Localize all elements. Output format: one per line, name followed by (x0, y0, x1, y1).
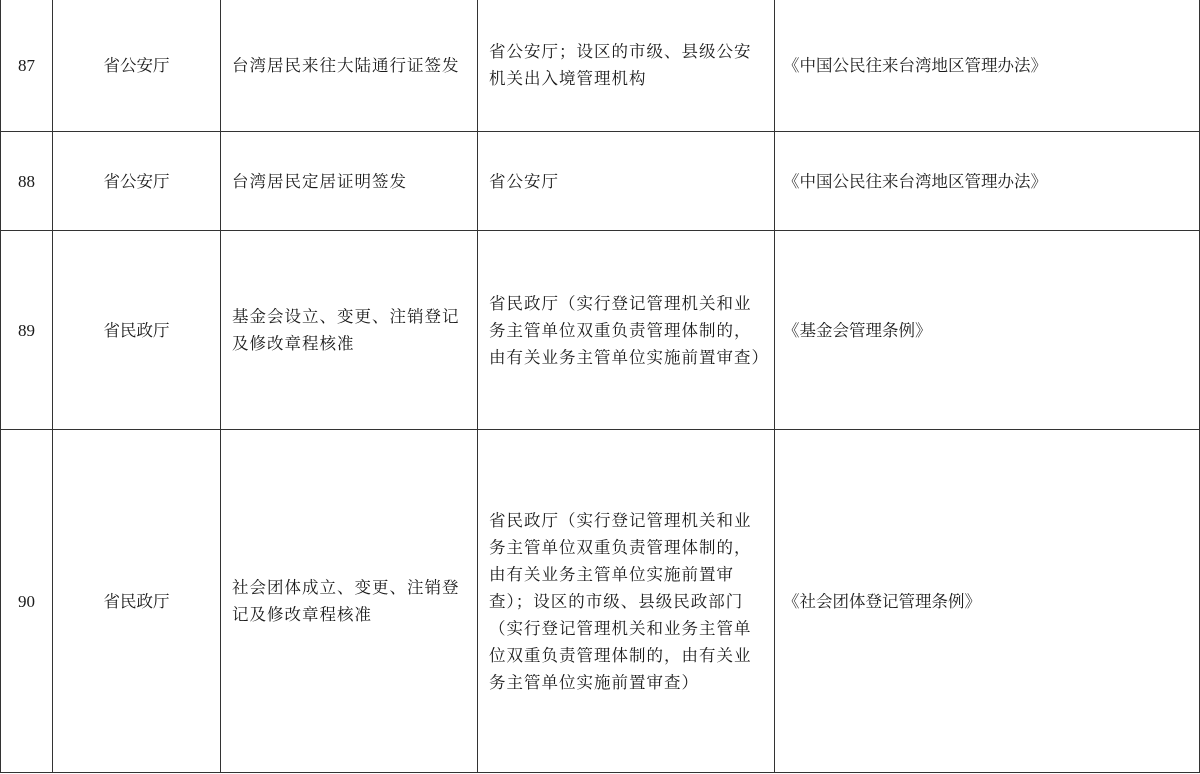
item-name-cell: 基金会设立、变更、注销登记及修改章程核准 (221, 231, 478, 430)
row-number: 89 (1, 231, 53, 430)
table-row (1, 132, 1200, 231)
legal-basis-cell: 《中国公民往来台湾地区管理办法》 (775, 0, 1200, 132)
table-row (1, 430, 1200, 773)
department-cell: 省公安厅 (53, 0, 221, 132)
item-name-cell: 台湾居民定居证明签发 (221, 132, 478, 231)
item-name-cell: 社会团体成立、变更、注销登记及修改章程核准 (221, 430, 478, 773)
legal-basis-cell: 《中国公民往来台湾地区管理办法》 (775, 132, 1200, 231)
implementing-authority-cell: 省公安厅 (478, 132, 775, 231)
legal-basis-cell: 《社会团体登记管理条例》 (775, 430, 1200, 773)
row-number: 87 (1, 0, 53, 132)
table-row (1, 0, 1200, 132)
row-number: 90 (1, 430, 53, 773)
implementing-authority-cell: 省民政厅（实行登记管理机关和业务主管单位双重负责管理体制的，由有关业务主管单位实施前置审查） (478, 231, 775, 430)
department-cell: 省公安厅 (53, 132, 221, 231)
department-cell: 省民政厅 (53, 231, 221, 430)
implementing-authority-cell: 省民政厅（实行登记管理机关和业务主管单位双重负责管理体制的，由有关业务主管单位实施前置审查）；设区的市级、县级民政部门（实行登记管理机关和业务主管单位双重负责管理体制的，由有关业务主管单位实施前置审查） (478, 430, 775, 773)
item-name-cell: 台湾居民来往大陆通行证签发 (221, 0, 478, 132)
legal-basis-cell: 《基金会管理条例》 (775, 231, 1200, 430)
table-row (1, 231, 1200, 430)
row-number: 88 (1, 132, 53, 231)
implementing-authority-cell: 省公安厅；设区的市级、县级公安机关出入境管理机构 (478, 0, 775, 132)
department-cell: 省民政厅 (53, 430, 221, 773)
